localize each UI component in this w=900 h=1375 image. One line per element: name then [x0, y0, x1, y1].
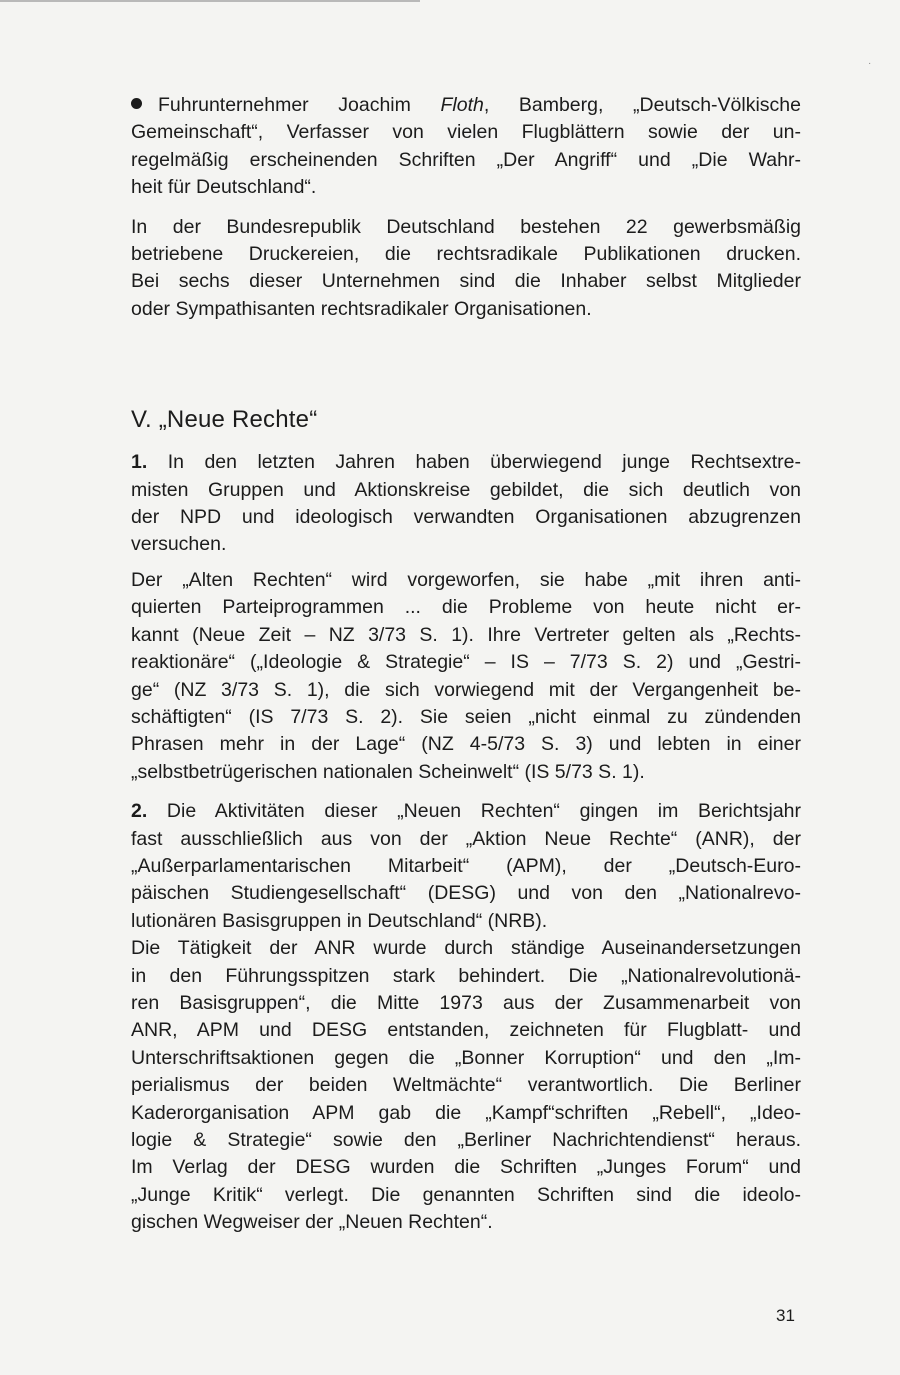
text-line: „Außerparlamentarischen Mitarbeit“ (APM), der „Deutsch-Euro-: [131, 854, 801, 877]
text-line: In der Bundesrepublik Deutschland bestehen 22 gewerbsmäßig: [131, 215, 801, 238]
text-line: 2. Die Aktivitäten dieser „Neuen Rechten“ gingen im Berichtsjahr: [131, 800, 801, 823]
bulleted-entry: [131, 92, 801, 202]
text-line: Die Tätigkeit der ANR wurde durch ständige Auseinandersetzungen: [131, 937, 801, 960]
page-mark: ·: [868, 58, 872, 69]
text-line: oder Sympathisanten rechtsradikaler Organisationen.: [131, 297, 592, 320]
text-line: fast ausschließlich aus von der „Aktion Neue Rechte“ (ANR), der: [131, 827, 801, 850]
person-name: Floth: [440, 94, 484, 116]
text-line: gischen Wegweiser der „Neuen Rechten“.: [131, 1211, 493, 1234]
text-line: misten Gruppen und Aktionskreise gebildet, die sich deutlich von: [131, 478, 801, 501]
page-body: [131, 90, 801, 1237]
text-line: Bei sechs dieser Unternehmen sind die Inhaber selbst Mitglieder: [131, 270, 801, 293]
entry-line: regelmäßig erscheinenden Schriften „Der Angriff“ und „Die Wahr-: [131, 148, 801, 171]
entry-line: heit für Deutschland“.: [131, 176, 317, 199]
paragraph-2: [131, 798, 801, 935]
paragraph-presses: [131, 214, 801, 324]
text-line: reaktionäre“ („Ideologie & Strategie“ – IS – 7/73 S. 2) und „Gestri-: [131, 651, 801, 674]
text-line: ren Basisgruppen“, die Mitte 1973 aus der Zusammenarbeit von: [131, 991, 801, 1014]
paragraph-number: 1.: [131, 451, 148, 474]
paragraph-number: 2.: [131, 800, 148, 823]
text-line: ge“ (NZ 3/73 S. 1), die sich vorwiegend mit der Vergangenheit be-: [131, 678, 801, 701]
paragraph-2b: [131, 935, 801, 1236]
text-line: Im Verlag der DESG wurden die Schriften „Junges Forum“ und: [131, 1156, 801, 1179]
text-line: perialismus der beiden Weltmächte“ verantwortlich. Die Berliner: [131, 1074, 801, 1097]
text-line: Phrasen mehr in der Lage“ (NZ 4-5/73 S. 3) und lebten in einer: [131, 733, 801, 756]
text-line: betriebene Druckereien, die rechtsradikale Publikationen drucken.: [131, 243, 801, 266]
text-line: logie & Strategie“ sowie den „Berliner Nachrichtendienst“ heraus.: [131, 1129, 801, 1151]
entry-line: Gemeinschaft“, Verfasser von vielen Flugblättern sowie der un-: [131, 121, 801, 144]
text-line: schäftigten“ (IS 7/73 S. 2). Sie seien „nicht einmal zu zündenden: [131, 705, 801, 728]
text-line: Unterschriftsaktionen gegen die „Bonner Korruption“ und den „Im-: [131, 1046, 801, 1069]
page-number: 31: [776, 1306, 795, 1325]
text-line: kannt (Neue Zeit – NZ 3/73 S. 1). Ihre Vertreter gelten als „Rechts-: [131, 623, 801, 646]
text-line: der NPD und ideologisch verwandten Organisationen abzugrenzen: [131, 506, 801, 529]
text-line: quierten Parteiprogrammen ... die Probleme von heute nicht er-: [131, 596, 801, 619]
text-line: Der „Alten Rechten“ wird vorgeworfen, sie habe „mit ihren anti-: [131, 568, 801, 591]
text-line: versuchen.: [131, 533, 227, 556]
text-line: in den Führungsspitzen stark behindert. Die „Nationalrevolutionä-: [131, 964, 801, 987]
paragraph-1: [131, 449, 801, 559]
paragraph-1b: [131, 567, 801, 786]
text-line: päischen Studiengesellschaft“ (DESG) und von den „Nationalrevo-: [131, 882, 801, 905]
section-heading: V. „Neue Rechte“: [131, 406, 318, 434]
text-line: 1. In den letzten Jahren haben überwiegend junge Rechtsextre-: [131, 451, 801, 474]
text-line: „Junge Kritik“ verlegt. Die genannten Schriften sind die ideolo-: [131, 1183, 801, 1206]
text-line: Kaderorganisation APM gab die „Kampf“schriften „Rebell“, „Ideo-: [131, 1101, 801, 1124]
text-line: „selbstbetrügerischen nationalen Scheinwelt“ (IS 5/73 S. 1).: [131, 760, 645, 783]
top-rule: [0, 0, 420, 2]
text-line: ANR, APM und DESG entstanden, zeichneten für Flugblatt- und: [131, 1019, 801, 1042]
text-line: lutionären Basisgruppen in Deutschland“ (NRB).: [131, 909, 548, 932]
entry-line: Fuhrunternehmer Joachim Floth, Bamberg, „Deutsch-Völkische: [131, 92, 801, 119]
bullet-icon: [131, 98, 142, 109]
